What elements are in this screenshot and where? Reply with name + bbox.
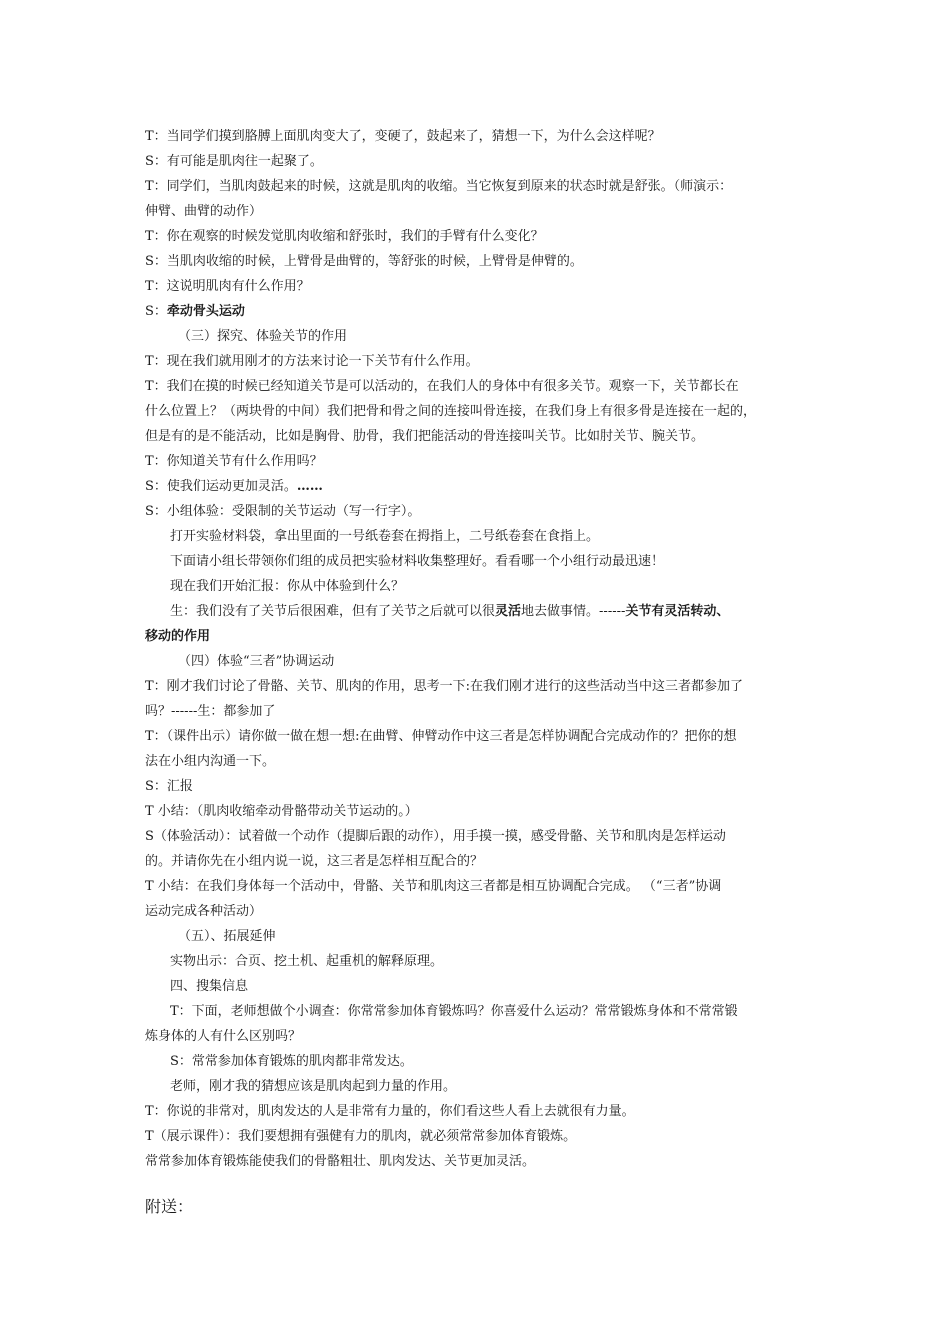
paragraph-line: S：当肌肉收缩的时候，上臂骨是曲臂的，等舒张的时候，上臂骨是伸臂的。 (145, 254, 583, 269)
paragraph-line: 但是有的是不能活动，比如是胸骨、肋骨，我们把能活动的骨连接叫关节。比如肘关节、腕关节。 (145, 429, 705, 444)
paragraph-line: S：有可能是肌肉往一起聚了。 (145, 154, 323, 169)
paragraph-line: T：这说明肌肉有什么作用？ (145, 279, 310, 294)
paragraph-line: S：小组体验：受限制的关节运动（写一行字）。 (145, 504, 421, 519)
paragraph-line: 吗？------生：都参加了 (145, 704, 276, 719)
paragraph-line: S：常常参加体育锻炼的肌肉都非常发达。 (170, 1054, 413, 1069)
paragraph-line: 老师，刚才我的猜想应该是肌肉起到力量的作用。 (170, 1079, 457, 1094)
paragraph-line: T：我们在摸的时候已经知道关节是可以活动的，在我们人的身体中有很多关节。观察一下，关节都长在 (145, 379, 739, 394)
paragraph-line (170, 603, 820, 621)
paragraph-line: 什么位置上？（两块骨的中间）我们把骨和骨之间的连接叫骨连接，在我们身上有很多骨是连接在一起的， (145, 404, 757, 419)
paragraph-line: S（体验活动）：试着做一个动作（提脚后跟的动作），用手摸一摸，感受骨骼、关节和肌肉是怎样运动 (145, 829, 726, 844)
paragraph-line: T：刚才我们讨论了骨骼、关节、肌肉的作用，思考一下:在我们刚才进行的这些活动当中这三者都参加了 (145, 679, 744, 694)
paragraph-line: 打开实验材料袋，拿出里面的一号纸卷套在拇指上，二号纸卷套在食指上。 (170, 529, 600, 544)
paragraph-line: T：你知道关节有什么作用吗？ (145, 454, 323, 469)
paragraph-line: T 小结：（肌肉收缩牵动骨骼带动关节运动的。） (145, 804, 418, 819)
section-heading: （四）体验“三者”协调运动 (178, 654, 335, 669)
paragraph-line: 现在我们开始汇报：你从中体验到什么？ (170, 579, 405, 594)
paragraph-line: 伸臂、曲臂的动作） (145, 204, 263, 219)
paragraph-line: 实物出示：合页、挖土机、起重机的解释原理。 (170, 954, 444, 969)
appendix-label: 附送： (145, 1197, 194, 1216)
paragraph-line: 下面请小组长带领你们组的成员把实验材料收集整理好。看看哪一个小组行动最迅速！ (170, 554, 665, 569)
section-heading: （三）探究、体验关节的作用 (178, 329, 348, 344)
paragraph-line: T（展示课件）：我们要想拥有强健有力的肌肉，就必须常常参加体育锻炼。 (145, 1129, 577, 1144)
bold-conclusion-cont: 移动的作用 (145, 629, 211, 644)
paragraph-line: T：当同学们摸到胳膊上面肌肉变大了，变硬了，鼓起来了，猜想一下，为什么会这样呢？ (145, 129, 661, 144)
paragraph-line: 常常参加体育锻炼能使我们的骨骼粗壮、肌肉发达、关节更加灵活。 (145, 1154, 536, 1169)
paragraph-line: 炼身体的人有什么区别吗？ (145, 1029, 302, 1044)
speaker-label: S： (145, 304, 167, 319)
ellipsis: …… (296, 479, 323, 494)
paragraph-line: S：汇报 (145, 779, 193, 794)
paragraph-line: T：你在观察的时候发觉肌肉收缩和舒张时，我们的手臂有什么变化？ (145, 229, 544, 244)
section-heading: 四、搜集信息 (170, 979, 249, 994)
paragraph-line: 法在小组内沟通一下。 (145, 754, 276, 769)
paragraph-line (145, 303, 820, 321)
bold-conclusion: 关节有灵活转动、 (625, 604, 730, 619)
student-text: 生：我们没有了关节后很困难，但有了关节之后就可以很 (170, 604, 496, 619)
bold-keyword: 灵活 (495, 604, 522, 619)
paragraph-line: T：（课件出示）请你做一做在想一想:在曲臂、伸臂动作中这三者是怎样协调配合完成动作的？把你的想 (145, 729, 737, 744)
section-heading: （五）、拓展延伸 (178, 929, 276, 944)
paragraph-line: T：现在我们就用刚才的方法来讨论一下关节有什么作用。 (145, 354, 479, 369)
paragraph-line: T：同学们，当肌肉鼓起来的时候，这就是肌肉的收缩。当它恢复到原来的状态时就是舒张。（师演示： (145, 179, 733, 194)
paragraph-line (145, 478, 820, 496)
paragraph-line: T：你说的非常对，肌肉发达的人是非常有力量的，你们看这些人看上去就很有力量。 (145, 1104, 635, 1119)
paragraph-line: 的。并请你先在小组内说一说，这三者是怎样相互配合的？ (145, 854, 484, 869)
answer-text: S：使我们运动更加灵活。 (145, 479, 297, 494)
student-text-cont: 地去做事情。------ (521, 604, 626, 619)
bold-answer: 牵动骨头运动 (166, 304, 245, 319)
paragraph-line: 运动完成各种活动） (145, 904, 263, 919)
paragraph-line: T 小结：在我们身体每一个活动中，骨骼、关节和肌肉这三者都是相互协调配合完成。 （“三者”协调 (145, 879, 722, 894)
paragraph-line: T：下面，老师想做个小调查：你常常参加体育锻炼吗？你喜爱什么运动？常常锻炼身体和不常常锻 (170, 1004, 738, 1019)
